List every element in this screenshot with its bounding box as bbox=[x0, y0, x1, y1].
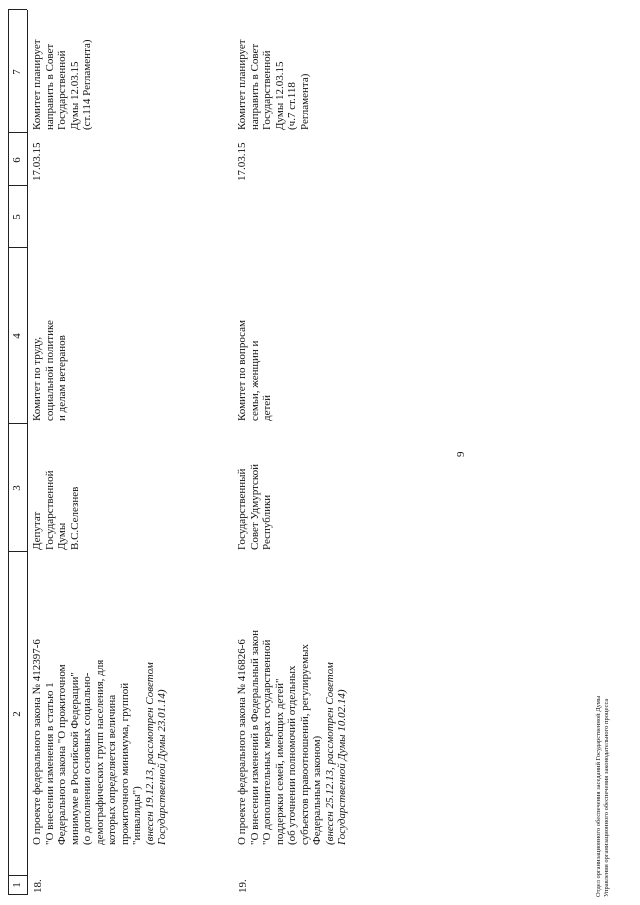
col-border bbox=[8, 9, 27, 10]
page-number: 9 bbox=[455, 451, 467, 457]
col-border bbox=[8, 247, 27, 248]
bill-initiator: Депутат Государственной Думы В.С.Селезнев bbox=[31, 470, 81, 550]
column-header: 3 bbox=[11, 485, 23, 491]
footer-department-note: Отдел организационного обеспечения заседаний Государственной Думы Управления организационного обеспечения законодательного процесса bbox=[595, 695, 610, 897]
responsible-committee: Комитет по вопросам семьи, женщин и детей bbox=[236, 320, 273, 421]
bill-description: О проекте федерального закона № 412397-6 "О внесении изменения в статью 1 Федерального закона "О прожиточном минимуме в Российской Федерации" (о дополнении основных социально- демографических групп населения, для которых определяется величина прожиточного минимума, группой "инвалиды") (внесен 19.12.13, рассмотрен Советом Государственной Думы 23.01.14) bbox=[31, 639, 168, 845]
column-header: 6 bbox=[11, 157, 23, 163]
bill-initiator: Государственный Совет Удмуртской Республики bbox=[236, 463, 273, 550]
column-header: 4 bbox=[11, 333, 23, 339]
bill-description: О проекте федерального закона № 416826-6 "О внесении изменений в Федеральный закон "О дополнительных мерах государственной поддержки семей, имеющих детей" (об уточнении полномочий отдельных субъектов правоотношений, регулируемых Федеральным законом) (внесен 25.12.13, рассмотрен Советом Государственной Думы 10.02.14) bbox=[236, 630, 348, 845]
col-border bbox=[8, 185, 27, 186]
bill-status: Комитет планирует направить в Совет Государственной Думы 12.03.15 (ст.114 Регламента) bbox=[31, 39, 93, 130]
header-divider bbox=[27, 10, 28, 895]
review-date: 17.03.15 bbox=[236, 142, 248, 181]
column-header: 5 bbox=[11, 214, 23, 220]
column-header: 1 bbox=[11, 882, 23, 888]
col-border bbox=[8, 423, 27, 424]
review-date: 17.03.15 bbox=[31, 142, 43, 181]
row-number: 19. bbox=[237, 879, 249, 893]
column-header: 7 bbox=[11, 69, 23, 75]
col-border bbox=[8, 551, 27, 552]
bill-status: Комитет планирует направить в Совет Государственной Думы 12.03.15 (ч.7 ст.118 Регламента) bbox=[236, 39, 311, 130]
table-top-border bbox=[8, 10, 9, 895]
column-header: 2 bbox=[11, 711, 23, 717]
responsible-committee: Комитет по труду, социальной политике и делам ветеранов bbox=[31, 320, 68, 421]
col-border bbox=[8, 132, 27, 133]
row-number: 18. bbox=[32, 879, 44, 893]
